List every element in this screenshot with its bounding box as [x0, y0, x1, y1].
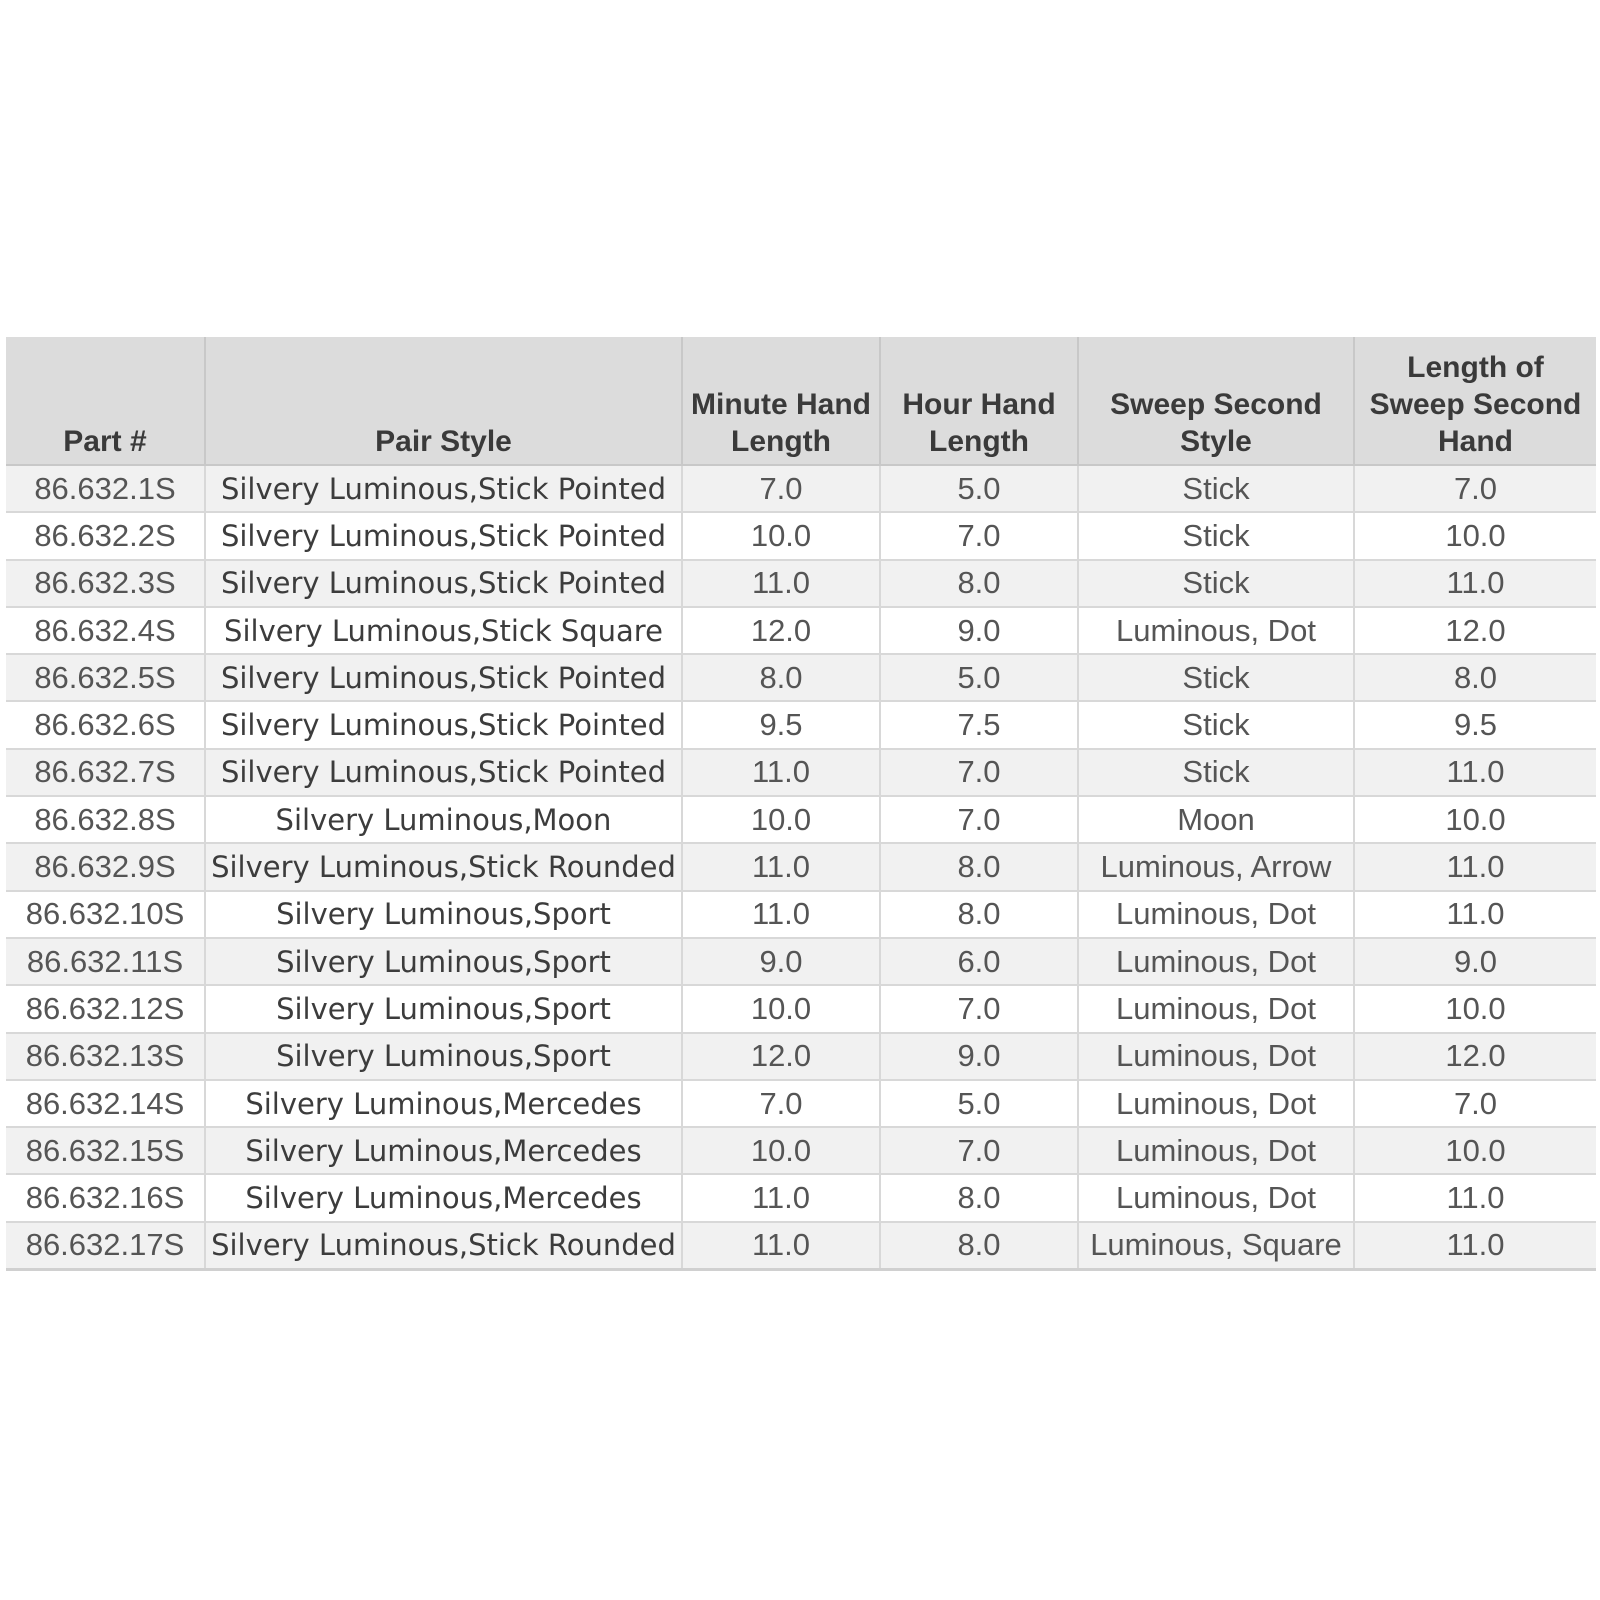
part-number-cell: 86.632.9S	[6, 843, 205, 890]
hour-hand-length-cell: 7.0	[880, 1127, 1078, 1174]
hands-spec-table	[6, 337, 1596, 1271]
pair-style-cell: Silvery Luminous,Sport	[205, 1033, 682, 1080]
sweep-second-style-cell: Stick	[1078, 512, 1354, 559]
pair-style-cell: Silvery Luminous,Mercedes	[205, 1127, 682, 1174]
pair-style-cell: Silvery Luminous,Mercedes	[205, 1174, 682, 1221]
sweep-second-style-cell: Stick	[1078, 654, 1354, 701]
minute-hand-length-cell: 10.0	[682, 512, 880, 559]
sweep-second-length-cell: 11.0	[1354, 1174, 1596, 1221]
pair-style-cell: Silvery Luminous,Stick Pointed	[205, 512, 682, 559]
header-row	[6, 337, 1596, 465]
minute-hand-length-cell: 12.0	[682, 607, 880, 654]
minute-hand-length-cell: 11.0	[682, 1222, 880, 1270]
minute-hand-length-cell: 12.0	[682, 1033, 880, 1080]
hour-hand-length-cell: 7.0	[880, 749, 1078, 796]
hour-hand-length-cell: 8.0	[880, 843, 1078, 890]
sweep-second-style-cell: Stick	[1078, 749, 1354, 796]
part-number-cell: 86.632.6S	[6, 701, 205, 748]
sweep-second-length-cell: 11.0	[1354, 1222, 1596, 1270]
pair-style-cell: Silvery Luminous,Stick Pointed	[205, 560, 682, 607]
hour-hand-length-cell: 6.0	[880, 938, 1078, 985]
minute-hand-length-cell: 11.0	[682, 843, 880, 890]
hour-hand-length-cell: 5.0	[880, 1080, 1078, 1127]
minute-hand-length-cell: 9.0	[682, 938, 880, 985]
hour-hand-length-cell: 7.5	[880, 701, 1078, 748]
minute-hand-length-cell: 11.0	[682, 1174, 880, 1221]
sweep-second-length-cell: 8.0	[1354, 654, 1596, 701]
part-number-cell: 86.632.12S	[6, 985, 205, 1032]
part-number-cell: 86.632.10S	[6, 891, 205, 938]
sweep-second-length-cell: 10.0	[1354, 1127, 1596, 1174]
sweep-second-length-cell: 11.0	[1354, 843, 1596, 890]
table-header	[6, 337, 1596, 465]
minute-hand-length-cell: 10.0	[682, 985, 880, 1032]
table-row	[6, 512, 1596, 559]
part-number-cell: 86.632.5S	[6, 654, 205, 701]
minute-hand-length-cell: 7.0	[682, 1080, 880, 1127]
sweep-second-style-cell: Stick	[1078, 560, 1354, 607]
pair-style-cell: Silvery Luminous,Stick Rounded	[205, 843, 682, 890]
pair-style-cell: Silvery Luminous,Moon	[205, 796, 682, 843]
part-number-cell: 86.632.1S	[6, 465, 205, 512]
sweep-second-style-cell: Luminous, Dot	[1078, 607, 1354, 654]
part-number-cell: 86.632.17S	[6, 1222, 205, 1270]
sweep-second-length-cell: 12.0	[1354, 1033, 1596, 1080]
pair-style-cell: Silvery Luminous,Mercedes	[205, 1080, 682, 1127]
sweep-second-length-cell: 9.0	[1354, 938, 1596, 985]
header-sweep-second-length: Length of Sweep Second Hand	[1354, 337, 1596, 465]
part-number-cell: 86.632.3S	[6, 560, 205, 607]
sweep-second-length-cell: 11.0	[1354, 749, 1596, 796]
header-sweep-second-style: Sweep Second Style	[1078, 337, 1354, 465]
sweep-second-style-cell: Luminous, Dot	[1078, 1080, 1354, 1127]
header-part-number: Part #	[6, 337, 205, 465]
table-row	[6, 796, 1596, 843]
table-row	[6, 1033, 1596, 1080]
part-number-cell: 86.632.4S	[6, 607, 205, 654]
minute-hand-length-cell: 10.0	[682, 1127, 880, 1174]
table-row	[6, 1174, 1596, 1221]
sweep-second-length-cell: 10.0	[1354, 985, 1596, 1032]
pair-style-cell: Silvery Luminous,Sport	[205, 938, 682, 985]
header-hour-hand-length: Hour Hand Length	[880, 337, 1078, 465]
table-row	[6, 1222, 1596, 1270]
table-row	[6, 985, 1596, 1032]
part-number-cell: 86.632.7S	[6, 749, 205, 796]
sweep-second-length-cell: 12.0	[1354, 607, 1596, 654]
pair-style-cell: Silvery Luminous,Stick Pointed	[205, 701, 682, 748]
hour-hand-length-cell: 8.0	[880, 1174, 1078, 1221]
minute-hand-length-cell: 9.5	[682, 701, 880, 748]
sweep-second-style-cell: Moon	[1078, 796, 1354, 843]
minute-hand-length-cell: 11.0	[682, 749, 880, 796]
part-number-cell: 86.632.14S	[6, 1080, 205, 1127]
sweep-second-style-cell: Stick	[1078, 465, 1354, 512]
sweep-second-length-cell: 11.0	[1354, 560, 1596, 607]
table-row	[6, 654, 1596, 701]
table-row	[6, 1080, 1596, 1127]
sweep-second-style-cell: Luminous, Square	[1078, 1222, 1354, 1270]
hour-hand-length-cell: 9.0	[880, 607, 1078, 654]
sweep-second-length-cell: 9.5	[1354, 701, 1596, 748]
part-number-cell: 86.632.16S	[6, 1174, 205, 1221]
minute-hand-length-cell: 10.0	[682, 796, 880, 843]
hour-hand-length-cell: 7.0	[880, 796, 1078, 843]
pair-style-cell: Silvery Luminous,Stick Square	[205, 607, 682, 654]
sweep-second-style-cell: Luminous, Dot	[1078, 1174, 1354, 1221]
pair-style-cell: Silvery Luminous,Sport	[205, 985, 682, 1032]
table-row	[6, 749, 1596, 796]
part-number-cell: 86.632.11S	[6, 938, 205, 985]
minute-hand-length-cell: 11.0	[682, 560, 880, 607]
hour-hand-length-cell: 8.0	[880, 891, 1078, 938]
header-pair-style: Pair Style	[205, 337, 682, 465]
sweep-second-length-cell: 10.0	[1354, 796, 1596, 843]
sweep-second-style-cell: Luminous, Dot	[1078, 985, 1354, 1032]
sweep-second-length-cell: 10.0	[1354, 512, 1596, 559]
table-row	[6, 560, 1596, 607]
pair-style-cell: Silvery Luminous,Stick Pointed	[205, 749, 682, 796]
table-body	[6, 465, 1596, 1270]
table-row	[6, 465, 1596, 512]
sweep-second-length-cell: 7.0	[1354, 465, 1596, 512]
part-number-cell: 86.632.15S	[6, 1127, 205, 1174]
sweep-second-style-cell: Luminous, Dot	[1078, 938, 1354, 985]
header-minute-hand-length: Minute Hand Length	[682, 337, 880, 465]
hour-hand-length-cell: 8.0	[880, 560, 1078, 607]
hour-hand-length-cell: 7.0	[880, 512, 1078, 559]
table-row	[6, 843, 1596, 890]
hour-hand-length-cell: 5.0	[880, 654, 1078, 701]
pair-style-cell: Silvery Luminous,Stick Pointed	[205, 654, 682, 701]
table-row	[6, 891, 1596, 938]
minute-hand-length-cell: 11.0	[682, 891, 880, 938]
hour-hand-length-cell: 8.0	[880, 1222, 1078, 1270]
hands-spec-table-container	[6, 337, 1596, 1271]
sweep-second-style-cell: Luminous, Dot	[1078, 1033, 1354, 1080]
sweep-second-style-cell: Stick	[1078, 701, 1354, 748]
table-row	[6, 938, 1596, 985]
part-number-cell: 86.632.13S	[6, 1033, 205, 1080]
hour-hand-length-cell: 5.0	[880, 465, 1078, 512]
sweep-second-style-cell: Luminous, Dot	[1078, 1127, 1354, 1174]
pair-style-cell: Silvery Luminous,Stick Rounded	[205, 1222, 682, 1270]
pair-style-cell: Silvery Luminous,Sport	[205, 891, 682, 938]
sweep-second-style-cell: Luminous, Dot	[1078, 891, 1354, 938]
table-row	[6, 607, 1596, 654]
sweep-second-style-cell: Luminous, Arrow	[1078, 843, 1354, 890]
sweep-second-length-cell: 7.0	[1354, 1080, 1596, 1127]
table-row	[6, 701, 1596, 748]
part-number-cell: 86.632.2S	[6, 512, 205, 559]
pair-style-cell: Silvery Luminous,Stick Pointed	[205, 465, 682, 512]
minute-hand-length-cell: 8.0	[682, 654, 880, 701]
hour-hand-length-cell: 9.0	[880, 1033, 1078, 1080]
hour-hand-length-cell: 7.0	[880, 985, 1078, 1032]
minute-hand-length-cell: 7.0	[682, 465, 880, 512]
table-row	[6, 1127, 1596, 1174]
part-number-cell: 86.632.8S	[6, 796, 205, 843]
sweep-second-length-cell: 11.0	[1354, 891, 1596, 938]
